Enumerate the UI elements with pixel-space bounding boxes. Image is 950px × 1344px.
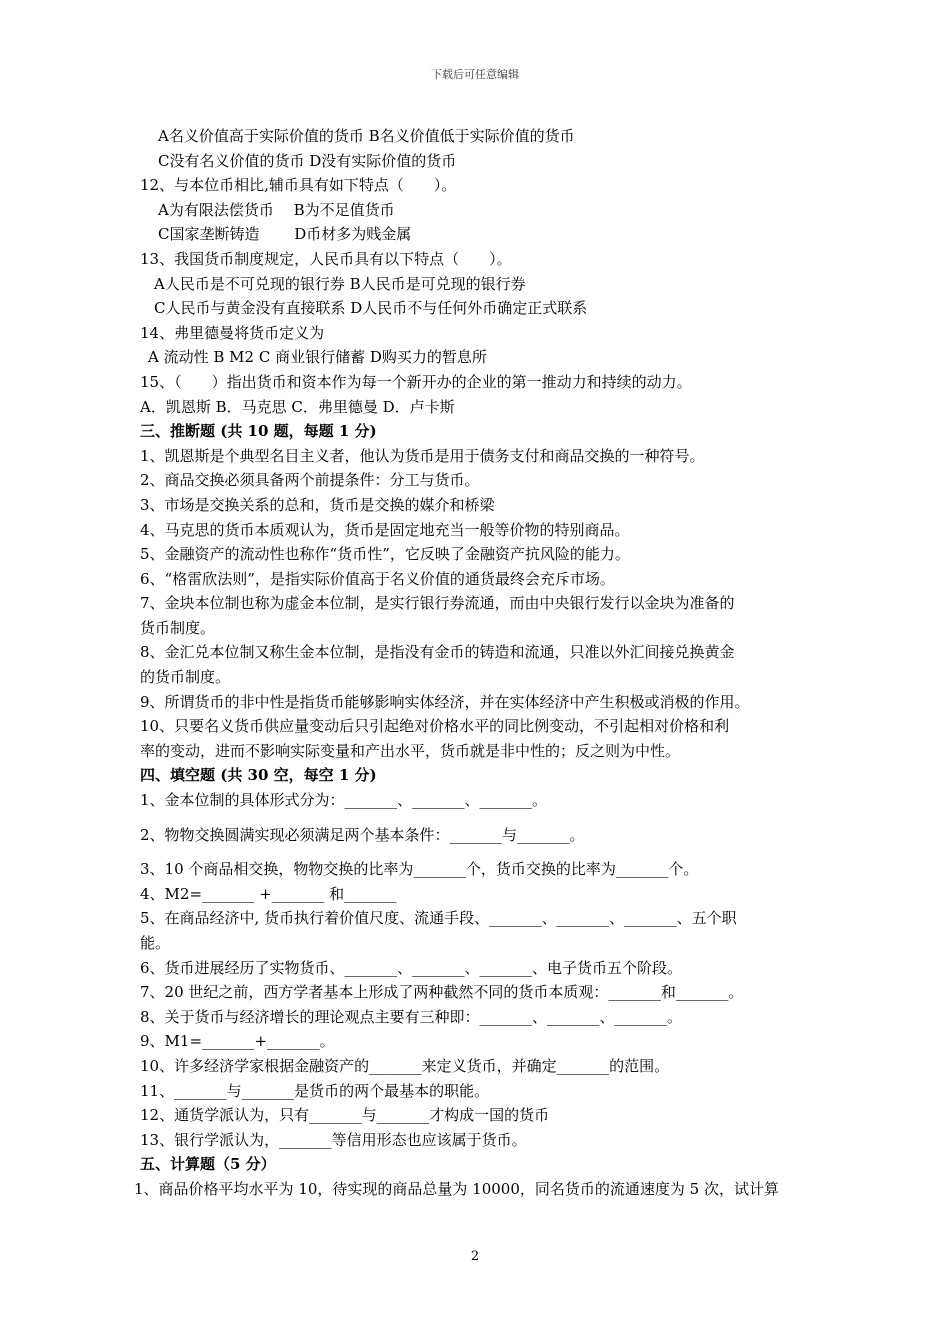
option-line: C国家垄断铸造 D币材多为贱金属: [158, 225, 412, 244]
question-line: 14、弗里德曼将货币定义为: [140, 323, 325, 342]
option-line: C没有名义价值的货币 D没有实际价值的货币: [158, 151, 457, 170]
option-line: C人民币与黄金没有直接联系 D人民币不与任何外币确定正式联系: [154, 299, 588, 318]
fill-item: 8、关于货币与经济增长的理论观点主要有三种即：_______、_______、_______。: [140, 1007, 683, 1026]
fill-item: 5、在商品经济中, 货币执行着价值尺度、流通手段、_______、_______、_______、五个职: [140, 909, 737, 928]
judgement-item-cont: 货币制度。: [140, 618, 216, 637]
judgement-item: 7、金块本位制也称为虚金本位制，是实行银行券流通，而由中央银行发行以金块为准备的: [140, 594, 735, 613]
page-header: 下载后可任意编辑: [431, 68, 519, 81]
calc-item: 1、商品价格平均水平为 10，待实现的商品总量为 10000，同名货币的流通速度为 5 次，试计算: [134, 1179, 779, 1198]
judgement-item: 5、金融资产的流动性也称作“货币性”，它反映了金融资产抗风险的能力。: [140, 545, 630, 564]
fill-item: 3、10 个商品相交换，物物交换的比率为_______个，货币交换的比率为_______个。: [140, 860, 699, 879]
judgement-item-cont: 的货币制度。: [140, 668, 231, 687]
judgement-item: 1、凯恩斯是个典型名目主义者，他认为货币是用于债务支付和商品交换的一种符号。: [140, 446, 705, 465]
judgement-item: 6、“格雷欣法则”，是指实际价值高于名义价值的通货最终会充斥市场。: [140, 569, 615, 588]
question-line: 12、与本位币相比,辅币具有如下特点（ ）。: [140, 176, 457, 195]
option-line: A．凯恩斯 B．马克思 C．弗里德曼 D．卢卡斯: [140, 397, 455, 416]
fill-item: 12、通货学派认为，只有_______与_______才构成一国的货币: [140, 1106, 550, 1125]
fill-item: 11、_______与_______是货币的两个最基本的职能。: [140, 1081, 490, 1100]
section-heading: 三、推断题 (共 10 题，每题 1 分): [140, 422, 377, 441]
judgement-item-cont: 率的变动，进而不影响实际变量和产出水平，货币就是非中性的；反之则为中性。: [140, 741, 681, 760]
fill-item: 6、货币进展经历了实物货币、_______、_______、_______、电子货币五个阶段。: [140, 958, 683, 977]
judgement-item: 4、马克思的货币本质观认为，货币是固定地充当一般等价物的特别商品。: [140, 520, 630, 539]
option-line: A名义价值高于实际价值的货币 B名义价值低于实际价值的货币: [158, 127, 575, 145]
fill-item-cont: 能。: [140, 934, 171, 952]
judgement-item: 2、商品交换必须具备两个前提条件：分工与货币。: [140, 471, 480, 490]
judgement-item: 10、只要名义货币供应量变动后只引起绝对价格水平的同比例变动，不引起相对价格和利: [140, 717, 730, 736]
option-line: A 流动性 B M2 C 商业银行储蓄 D购买力的暂息所: [148, 348, 487, 367]
question-line: 15、（ ）指出货币和资本作为每一个新开办的企业的第一推动力和持续的动力。: [140, 372, 692, 391]
question-line: 13、我国货币制度规定，人民币具有以下特点（ ）。: [140, 249, 512, 268]
option-line: A人民币是不可兑现的银行券 B人民币是可兑现的银行券: [154, 274, 526, 293]
section-heading: 四、填空题 (共 30 空，每空 1 分): [140, 766, 377, 785]
fill-item: 10、许多经济学家根据金融资产的_______来定义货币，并确定_______的范围。: [140, 1056, 670, 1075]
fill-item: 1、金本位制的具体形式分为：_______、_______、_______。: [140, 791, 548, 810]
judgement-item: 8、金汇兑本位制又称生金本位制，是指没有金币的铸造和流通，只准以外汇间接兑换黄金: [140, 643, 735, 662]
fill-item: 4、M2=_______ +_______ 和_______: [140, 884, 397, 903]
section-heading: 五、计算题（5 分）: [140, 1155, 276, 1174]
judgement-item: 9、所谓货币的非中性是指货币能够影响实体经济，并在实体经济中产生积极或消极的作用。: [140, 692, 750, 711]
fill-item: 7、20 世纪之前，西方学者基本上形成了两种截然不同的货币本质观：_______和_______。: [140, 983, 744, 1002]
page-number: 2: [470, 1249, 480, 1264]
fill-item: 13、银行学派认为，_______等信用形态也应该属于货币。: [140, 1130, 527, 1149]
judgement-item: 3、市场是交换关系的总和，货币是交换的媒介和桥梁: [140, 495, 495, 514]
document-body: [134, 124, 840, 1202]
fill-item: 2、物物交换圆满实现必须满足两个基本条件：_______与_______。: [140, 825, 585, 844]
option-line: A为有限法偿货币 B为不足值货币: [158, 200, 395, 219]
fill-item: 9、M1=_______+_______。: [140, 1032, 335, 1051]
